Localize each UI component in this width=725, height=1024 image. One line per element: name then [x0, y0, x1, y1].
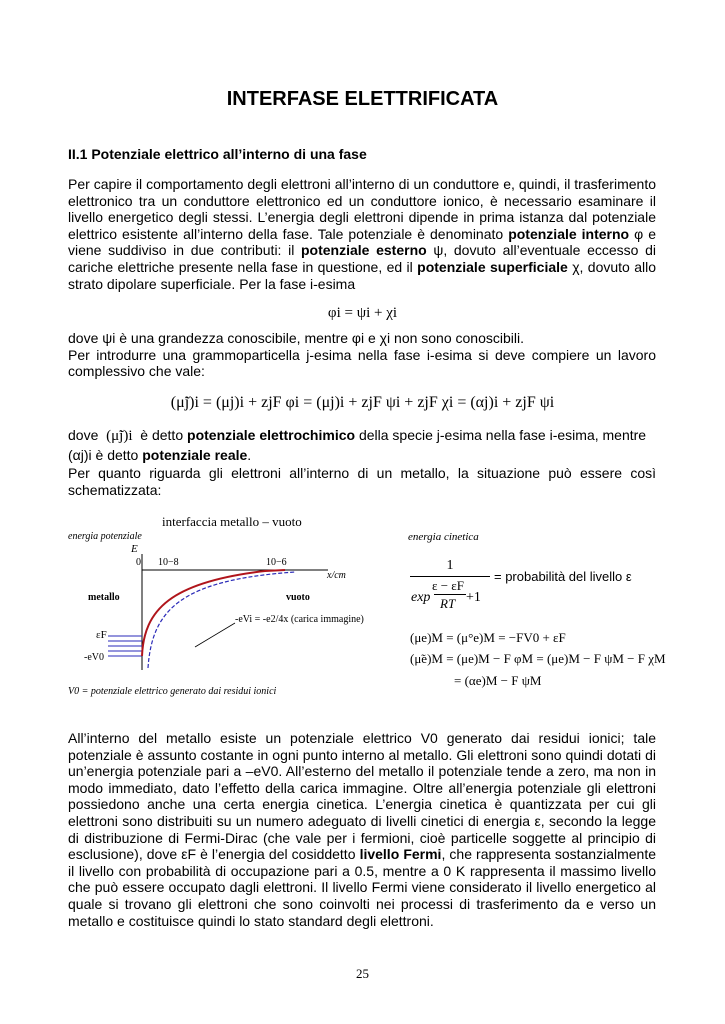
image-charge-pointer	[195, 623, 235, 647]
probability-text: = probabilità del livello ε	[494, 569, 632, 584]
label-vuoto: vuoto	[286, 592, 310, 603]
figure-footnote: V0 = potenziale elettrico generato dai residui ionici	[68, 686, 277, 697]
tick-1e-8: 10−8	[158, 557, 179, 568]
paragraph-intro: Per capire il comportamento degli elettroni all’interno di un conduttore e, quindi, il trasferimento elettronico tra un conduttore elettronico ed un conduttore ionico, è necessario esaminare il livello energetico degli stessi. L’energia degli elettroni dipende in prima istanza dal potenziale elettrico esistente all’interno della fase. Tale potenziale è denominato potenziale interno φ e viene suddiviso in due contributi: il potenziale esterno ψ, dovuto all’eventuale eccesso di cariche elettriche presente nella fase in questione, ed il potenziale superficiale χ, dovuto allo strato dipolare superficiale. Per la fase i-esima	[68, 176, 657, 292]
fermi-numerator: 1	[446, 558, 454, 573]
potential-curve	[142, 570, 285, 656]
equation-electrochemical-metal: (μ̃e)M = (μe)M − F φM = (μe)M − F ψM − F χM	[410, 651, 666, 666]
equation-electrochemical-potential: (μ̃j)i = (μj)i + zjF φi = (μj)i + zjF ψi + zjF χi = (αj)i + zjF ψi	[170, 394, 555, 411]
section-heading: II.1 Potenziale elettrico all’interno di una fase	[68, 146, 367, 162]
fermi-rt: RT	[440, 596, 456, 611]
equation-chemical-potential: (μe)M = (μ°e)M = −FV0 + εF	[410, 630, 566, 645]
page-number: 25	[356, 966, 369, 981]
x-axis-unit: x/cm	[327, 570, 346, 581]
fermi-energy-label: εF	[96, 629, 107, 641]
paragraph-metal-potential: All’interno del metallo esiste un potenziale elettrico V0 generato dai residui ionici; tale potenziale è assunto costante in ogni punto interno al metallo. Gli elettroni sono quindi dotati di un’energia potenziale pari a –eV0. All’esterno del metallo il potenziale tende a zero, ma non in modo immediato, dato l’effetto della carica immagine. Oltre all’energia potenziale gli elettroni possiedono anche una certa energia cinetica. L’energia cinetica è quantizzata per cui gli elettroni sono distribuiti su un numero adeguato di livelli cinetici di energia ε, secondo la legge di distribuzione di Fermi-Dirac (che vale per i fermioni, cioè particelle soggette al principio di esclusione), dove εF è l’energia del cosiddetto livello Fermi, che rappresenta sostanzialmente il livello con probabilità di occupazione pari a 0.5, mentre a 0 K rappresenta il massimo livello che può essere occupato dagli elettroni. Il livello Fermi viene considerato il livello energetico al quale si trovano gli elettroni che sono coinvolti nei processi di trasferimento da e verso un metallo e costituisce quindi lo stato standard degli elettroni.	[68, 730, 657, 929]
equation-internal-potential: φi = ψi + χi	[327, 305, 398, 321]
fermi-inner-bar	[434, 594, 466, 595]
energy-diagram	[60, 510, 380, 705]
image-charge-label: -eVi = -e2/4x (carica immagine)	[235, 614, 364, 625]
tick-zero: 0	[136, 557, 141, 568]
fermi-fraction-bar	[410, 576, 490, 577]
y-axis-symbol: E	[131, 543, 138, 555]
equation-real-potential: = (αe)M − F ψM	[454, 673, 542, 688]
figure-title: interfaccia metallo – vuoto	[162, 514, 302, 529]
y-axis-title: energia potenziale	[68, 531, 142, 542]
fermi-exp: exp	[411, 590, 431, 605]
paragraph-definitions: dove ψi è una grandezza conoscibile, mentre φi e χi non sono conoscibili. Per introdurre una grammoparticella j-esima nella fase i-esima si deve compiere un lavoro complessivo che vale:	[68, 330, 656, 380]
page-title: INTERFASE ELETTRIFICATA	[226, 88, 499, 110]
fermi-plus-one: +1	[466, 590, 481, 605]
ev0-label: -eV0	[84, 652, 104, 663]
fermi-denominator-top: ε − εF	[432, 578, 464, 593]
paragraph-electrochemical: dove (μ̃j)i è detto potenziale elettrochimico della specie j-esima nella fase i-esima, mentre (αj)i è detto potenziale reale. Per quanto riguarda gli elettroni all’interno di un metallo, la situazione può essere così schematizzata:	[68, 427, 656, 498]
kinetic-energy-label: energia cinetica	[408, 531, 479, 543]
fermi-levels	[108, 636, 142, 656]
label-metallo: metallo	[88, 592, 120, 603]
tick-1e-6: 10−6	[266, 557, 287, 568]
